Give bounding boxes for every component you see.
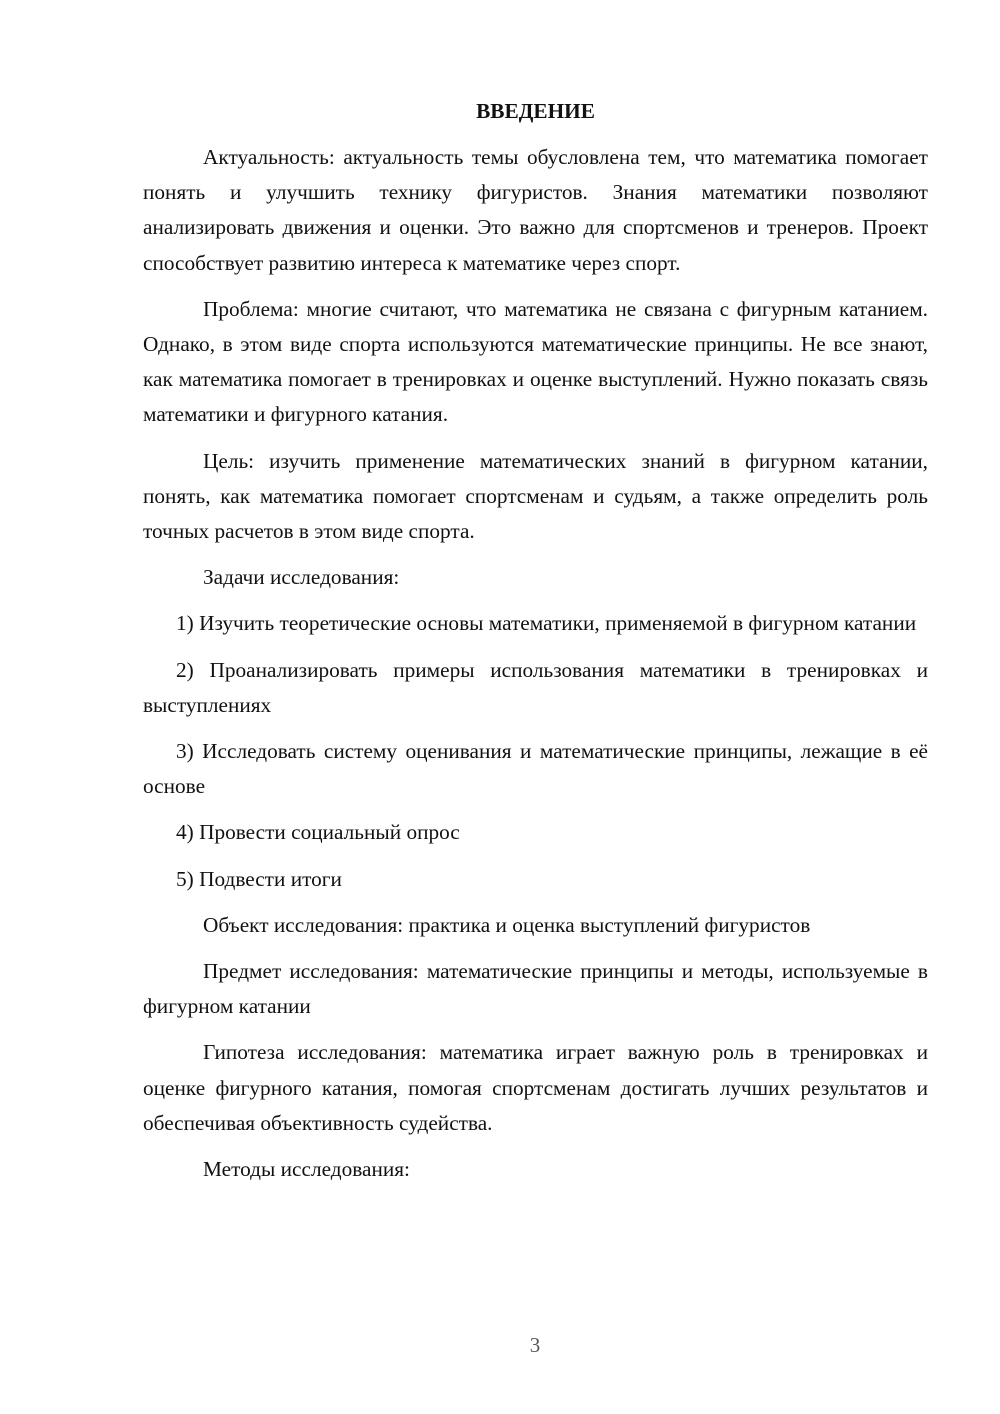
- tasks-list: [143, 606, 928, 896]
- problem-paragraph: Проблема: многие считают, что математика не связана с фигурным катанием. Однако, в этом виде спорта используются математические принципы. Не все знают, как математика помогает в тренировках и оценке выступлений. Нужно показать связь математики и фигурного катания.: [143, 296, 928, 427]
- document-page: [143, 92, 928, 1198]
- page-number: 3: [529, 1333, 541, 1357]
- section-title: ВВЕДЕНИЕ: [476, 99, 595, 123]
- relevance-paragraph: Актуальность: актуальность темы обусловлена тем, что математика помогает понять и улучшить технику фигуристов. Знания математики позволяют анализировать движения и оценки. Это важно для спортсменов и тренеров. Проект способствует развитию интереса к математике через спорт.: [143, 145, 928, 275]
- list-item: 1) Изучить теоретические основы математики, применяемой в фигурном катании: [176, 611, 917, 636]
- subject-paragraph: Предмет исследования: математические принципы и методы, используемые в фигурном катании: [143, 959, 928, 1019]
- object-paragraph: Объект исследования: практика и оценка выступлений фигуристов: [203, 912, 811, 937]
- goal-paragraph: Цель: изучить применение математических знаний в фигурном катании, понять, как математика помогает спортсменам и судьям, а также определить роль точных расчетов в этом виде спорта.: [143, 448, 928, 544]
- hypothesis-paragraph: Гипотеза исследования: математика играет важную роль в тренировках и оценке фигурного катания, помогая спортсменам достигать лучших результатов и обеспечивая объективность судейства.: [143, 1040, 928, 1135]
- list-item: 4) Провести социальный опрос: [176, 820, 460, 845]
- tasks-heading: Задачи исследования:: [203, 565, 400, 590]
- methods-heading: Методы исследования:: [203, 1157, 410, 1182]
- list-item: 3) Исследовать систему оценивания и математические принципы, лежащие в её основе: [143, 739, 928, 799]
- list-item: 2) Проанализировать примеры использования математики в тренировках и выступлениях: [143, 657, 928, 717]
- list-item: 5) Подвести итоги: [176, 866, 342, 891]
